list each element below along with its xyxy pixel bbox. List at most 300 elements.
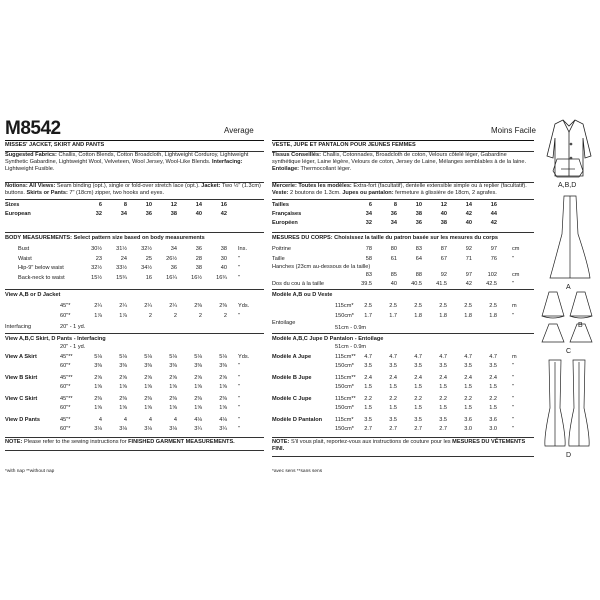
pants-d-illustration bbox=[544, 358, 566, 450]
skirt-row-value: 1⅝ bbox=[169, 384, 177, 390]
footnote: *with nap **without nap bbox=[5, 469, 55, 474]
mesures-heading: MESURES DU CORPS: Choisissez la taille du patron basée sur les mesures du corps bbox=[272, 235, 498, 241]
jupe-row-unit: " bbox=[512, 363, 514, 369]
skirt-row-value: 2⅝ bbox=[194, 375, 202, 381]
jupe-row-value: 3.5 bbox=[389, 363, 397, 369]
body-row-value: 31½ bbox=[116, 246, 127, 252]
jupe-view-label: Modèle D Pantalon bbox=[272, 417, 323, 423]
skirt-row-value: 3⅜ bbox=[119, 363, 127, 369]
skirt-b-back-illustration bbox=[568, 290, 594, 320]
mercerie: Mercerie: Toutes les modèles: Extra-fort (facultatif), dentelle extensible simple ou à replier (facultatif). Veste: 2 boutons de 1.3cm. Jupes ou pantalon: fermeture à glissière de 18cm, 2 agrafes. bbox=[272, 183, 527, 197]
european-row-value: 32 bbox=[95, 211, 102, 217]
europeen-row-value: 40 bbox=[465, 220, 472, 226]
pattern-title-fr: VESTE, JUPE ET PANTALON POUR JEUNES FEMMES bbox=[272, 142, 416, 148]
hanches-row-value: 102 bbox=[487, 272, 497, 278]
veste-row-value: 1.8 bbox=[464, 312, 472, 319]
jupe-row-value: 4.7 bbox=[414, 354, 422, 360]
jupe-row-value: 3.5 bbox=[414, 417, 422, 423]
skirt-c-back-illustration bbox=[568, 322, 594, 348]
taille-row-value: 16 bbox=[490, 202, 497, 208]
hanches-row-unit: cm bbox=[512, 272, 520, 278]
taille-row-value: 12 bbox=[440, 202, 447, 208]
jupe-row-label: 150cm* bbox=[335, 426, 354, 432]
hanches-row-value: 85 bbox=[390, 272, 397, 278]
jupe-row-value: 3.5 bbox=[364, 363, 372, 369]
skirt-row-value: 3⅜ bbox=[219, 363, 227, 369]
dos-row-value: 39.5 bbox=[361, 281, 372, 287]
skirt-row-value: 5⅛ bbox=[194, 354, 202, 360]
jacket-row-value: 1⅞ bbox=[94, 312, 102, 319]
jupe-row-value: 1.5 bbox=[364, 405, 372, 411]
veste-row-value: 2.5 bbox=[414, 303, 422, 309]
jupe-row-value: 2.2 bbox=[439, 396, 447, 402]
skirt-row-value: 1⅝ bbox=[94, 384, 102, 390]
view-label-d: D bbox=[566, 452, 572, 459]
skirt-row-value: 2⅝ bbox=[219, 375, 227, 381]
skirt-interfacing-value: 20" - 1 yd. bbox=[60, 344, 86, 350]
jupe-view-label: Modèle C Jupe bbox=[272, 396, 312, 402]
skirt-row-label: 45"** bbox=[60, 396, 73, 402]
body-row-value: 30½ bbox=[91, 246, 102, 252]
body-row-unit: " bbox=[238, 265, 240, 271]
veste-row-value: 2.5 bbox=[439, 303, 447, 309]
interfacing-label: Interfacing bbox=[5, 324, 32, 330]
francaise-row-value: 44 bbox=[490, 211, 497, 217]
dos-row-value: 40 bbox=[390, 281, 397, 287]
europeen-row-value: 42 bbox=[490, 220, 497, 226]
taille-row-value: 14 bbox=[465, 202, 472, 208]
jacket-row-value: 2¼ bbox=[144, 303, 152, 309]
mesure-row-label: Poitrine bbox=[272, 246, 291, 252]
mesure-row-value: 61 bbox=[390, 255, 397, 262]
skirt-row-value: 5⅛ bbox=[119, 354, 127, 360]
size-row-label: Sizes bbox=[5, 202, 20, 208]
jacket-row-value: 2¼ bbox=[169, 303, 177, 309]
body-row-value: 32½ bbox=[91, 265, 102, 271]
skirt-row-unit: " bbox=[238, 426, 240, 432]
jupe-row-value: 2.4 bbox=[464, 375, 472, 381]
skirt-row-value: 1⅝ bbox=[119, 384, 127, 390]
interfacing-value: 20" - 1 yd. bbox=[60, 324, 86, 330]
skirt-row-value: 3⅛ bbox=[144, 426, 152, 432]
mesure-row-unit: cm bbox=[512, 246, 520, 252]
europeen-row-value: 34 bbox=[390, 220, 397, 226]
veste-row-label: 115cm* bbox=[335, 303, 354, 309]
skirt-row-unit: Yds. bbox=[238, 354, 250, 360]
skirt-row-unit: " bbox=[238, 417, 240, 423]
hanches-row-value: 97 bbox=[465, 272, 472, 278]
taille-row-value: 10 bbox=[415, 202, 422, 208]
skirt-c-illustration bbox=[540, 322, 566, 348]
skirt-view-label: View C Skirt bbox=[5, 396, 38, 402]
veste-row-unit: m bbox=[512, 303, 517, 309]
jupe-row-unit: m bbox=[512, 354, 517, 360]
tissus-conseilles: Tissus Conseillés: Challis, Cotonnades, Broadcloth de coton, Velours côtelé léger, Gabardine synthétique léger, Laine légère, Velours de coton, Jersey de Laine, Mélanges semblables à de la laine. Entoilage: Thermocollant léger. bbox=[272, 152, 527, 173]
size-row-value: 12 bbox=[170, 202, 177, 208]
skirt-row-value: 5⅛ bbox=[219, 354, 227, 360]
view-jacket-label: View A,B or D Jacket bbox=[5, 292, 61, 298]
jacket-row-value: 2 bbox=[173, 312, 177, 319]
mesure-row-value: 83 bbox=[415, 246, 422, 252]
veste-row-unit: " bbox=[512, 312, 514, 319]
jupe-row-label: 115cm* bbox=[335, 417, 354, 423]
jupe-row-value: 1.5 bbox=[389, 405, 397, 411]
skirt-row-value: 2⅜ bbox=[144, 396, 152, 402]
mesure-row-value: 80 bbox=[390, 246, 397, 252]
jupe-row-value: 1.5 bbox=[489, 384, 497, 390]
skirt-row-value: 2⅜ bbox=[94, 396, 102, 402]
skirt-row-value: 2⅜ bbox=[169, 396, 177, 402]
body-row-label: Waist bbox=[18, 255, 32, 262]
skirt-row-unit: " bbox=[238, 375, 240, 381]
skirt-row-value: 2⅝ bbox=[94, 375, 102, 381]
mesure-row-value: 67 bbox=[440, 255, 447, 262]
mesure-row-value: 97 bbox=[490, 246, 497, 252]
body-row-value: 25 bbox=[145, 255, 152, 262]
size-row-value: 16 bbox=[220, 202, 227, 208]
jupe-row-unit: " bbox=[512, 405, 514, 411]
mesure-row-label: Taille bbox=[272, 255, 285, 262]
skirt-row-value: 1⅝ bbox=[144, 384, 152, 390]
mesure-row-value: 71 bbox=[465, 255, 472, 262]
skirt-row-label: 60"* bbox=[60, 384, 71, 390]
body-row-value: 40 bbox=[220, 265, 227, 271]
skirt-row-label: 45"* bbox=[60, 417, 71, 423]
jupe-row-value: 3.5 bbox=[464, 363, 472, 369]
jupe-row-value: 2.4 bbox=[389, 375, 397, 381]
jacket-back-illustration bbox=[551, 157, 585, 179]
skirt-row-value: 3⅜ bbox=[94, 363, 102, 369]
jupe-row-label: 115cm** bbox=[335, 354, 356, 360]
skirt-row-label: 60"* bbox=[60, 363, 71, 369]
skirt-row-unit: " bbox=[238, 405, 240, 411]
europeen-row-value: 36 bbox=[415, 220, 422, 226]
taille-row-value: 8 bbox=[393, 202, 397, 208]
veste-row-value: 2.5 bbox=[489, 303, 497, 309]
mesure-row-value: 87 bbox=[440, 246, 447, 252]
jupe-row-value: 2.4 bbox=[439, 375, 447, 381]
jupe-row-value: 4.7 bbox=[364, 354, 372, 360]
mesure-row-value: 76 bbox=[490, 255, 497, 262]
pattern-number: M8542 bbox=[5, 118, 61, 139]
mesure-row-unit: " bbox=[512, 255, 514, 262]
jupe-row-value: 3.5 bbox=[414, 363, 422, 369]
footnote-fr: *avec sens **sans sens bbox=[272, 469, 323, 474]
jupe-row-value: 1.5 bbox=[464, 384, 472, 390]
hanches-row-value: 83 bbox=[365, 272, 372, 278]
european-row-value: 34 bbox=[120, 211, 127, 217]
jupe-row-value: 1.5 bbox=[489, 405, 497, 411]
entoilage-label: Entoilage bbox=[272, 320, 296, 326]
difficulty-level: Average bbox=[224, 126, 254, 135]
size-row-value: 10 bbox=[145, 202, 152, 208]
skirt-b-illustration bbox=[540, 290, 566, 320]
body-row-unit: " bbox=[238, 274, 240, 281]
note-fr: NOTE: S'il vous plait, reportez-vous aux instructions de couture pour les MESURES DU VÊTEMENTS FINI. bbox=[272, 439, 526, 453]
jupe-row-value: 2.4 bbox=[414, 375, 422, 381]
body-row-value: 38 bbox=[195, 265, 202, 271]
francaise-row-value: 38 bbox=[415, 211, 422, 217]
body-row-value: 26½ bbox=[166, 255, 177, 262]
skirt-row-unit: " bbox=[238, 363, 240, 369]
difficulty-level-fr: Moins Facile bbox=[491, 126, 536, 135]
skirt-row-value: 4⅛ bbox=[194, 417, 202, 423]
jupe-row-label: 115cm** bbox=[335, 375, 356, 381]
view-jupe-entoilage-label: Modèle A,B,C Jupe D Pantalon - Entoilage bbox=[272, 336, 384, 342]
dos-row-value: 40.5 bbox=[411, 281, 422, 287]
body-row-value: 16½ bbox=[191, 274, 202, 281]
body-row-value: 16¾ bbox=[216, 274, 227, 281]
jupe-row-label: 150cm* bbox=[335, 363, 354, 369]
hanches-label: Hanches (23cm au-dessous de la taille) bbox=[272, 264, 371, 270]
body-row-value: 33½ bbox=[116, 265, 127, 271]
skirt-row-value: 1⅝ bbox=[169, 405, 177, 411]
skirt-row-label: 60"* bbox=[60, 405, 71, 411]
francaise-row-value: 34 bbox=[365, 211, 372, 217]
skirt-row-value: 4 bbox=[98, 417, 102, 423]
europeen-row-label: Européen bbox=[272, 220, 298, 226]
jupe-row-value: 4.7 bbox=[489, 354, 497, 360]
skirt-row-value: 3⅛ bbox=[169, 426, 177, 432]
jupe-row-label: 150cm* bbox=[335, 384, 354, 390]
jupe-row-value: 2.2 bbox=[414, 396, 422, 402]
taille-row-value: 6 bbox=[368, 202, 372, 208]
jupe-row-value: 2.2 bbox=[389, 396, 397, 402]
veste-row-value: 2.5 bbox=[464, 303, 472, 309]
skirt-row-value: 4⅛ bbox=[219, 417, 227, 423]
pattern-title: MISSES' JACKET, SKIRT AND PANTS bbox=[5, 142, 105, 148]
skirt-row-value: 1⅝ bbox=[219, 405, 227, 411]
jupe-row-value: 4.7 bbox=[389, 354, 397, 360]
size-row-value: 14 bbox=[195, 202, 202, 208]
francaise-row-value: 40 bbox=[440, 211, 447, 217]
veste-row-value: 2.5 bbox=[389, 303, 397, 309]
jupe-row-value: 2.7 bbox=[389, 426, 397, 432]
skirt-row-value: 1⅝ bbox=[94, 405, 102, 411]
skirt-row-label: 45"** bbox=[60, 375, 73, 381]
european-row-label: European bbox=[5, 211, 31, 217]
jupe-row-value: 2.2 bbox=[364, 396, 372, 402]
jacket-row-label: 45"* bbox=[60, 303, 71, 309]
europeen-row-value: 32 bbox=[365, 220, 372, 226]
european-row-value: 38 bbox=[170, 211, 177, 217]
jupe-row-value: 3.5 bbox=[389, 417, 397, 423]
entoilage-value: 51cm - 0.9m bbox=[335, 325, 367, 331]
view-label-b: B bbox=[578, 322, 583, 329]
jacket-row-value: 2¼ bbox=[94, 303, 102, 309]
taille-row-label: Tailles bbox=[272, 202, 289, 208]
skirt-view-label: View B Skirt bbox=[5, 375, 38, 381]
body-row-value: 34 bbox=[170, 246, 177, 252]
skirt-row-value: 3¼ bbox=[194, 426, 202, 432]
veste-row-label: 150cm* bbox=[335, 312, 354, 319]
body-row-label: Hip-9" below waist bbox=[18, 265, 64, 271]
body-row-unit: " bbox=[238, 255, 240, 262]
jupe-row-value: 3.5 bbox=[439, 417, 447, 423]
jupe-row-value: 2.4 bbox=[489, 375, 497, 381]
body-row-value: 16¼ bbox=[166, 274, 177, 281]
francaise-row-value: 36 bbox=[390, 211, 397, 217]
body-row-value: 36 bbox=[195, 246, 202, 252]
view-veste-label: Modèle A,B ou D Veste bbox=[272, 292, 333, 298]
dos-row-value: 42 bbox=[465, 281, 472, 287]
body-row-value: 38 bbox=[220, 246, 227, 252]
body-row-value: 24 bbox=[120, 255, 127, 262]
jupe-row-unit: " bbox=[512, 384, 514, 390]
francaise-row-label: Françaises bbox=[272, 211, 302, 217]
body-row-value: 16 bbox=[145, 274, 152, 281]
jacket-row-value: 1⅞ bbox=[119, 312, 127, 319]
jacket-row-unit: " bbox=[238, 312, 240, 319]
jupe-row-value: 3.5 bbox=[489, 363, 497, 369]
skirt-row-value: 1⅝ bbox=[119, 405, 127, 411]
suggested-fabrics: Suggested Fabrics: Challis, Cotton Blends, Cotton Broadcloth, Lightweight Corduroy, Lightweight Synthetic Gabardine, Lightweight Wool, Velveteen, Wool Jersey, Wool-Like Blends. Interfacing: Lightweight Fusible. bbox=[5, 152, 249, 173]
skirt-row-value: 3⅜ bbox=[169, 363, 177, 369]
skirt-a-illustration bbox=[548, 194, 592, 282]
skirt-row-value: 3⅜ bbox=[144, 363, 152, 369]
jacket-row-value: 2 bbox=[198, 312, 202, 319]
mesure-row-value: 92 bbox=[465, 246, 472, 252]
note: NOTE: Please refer to the sewing instructions for FINISHED GARMENT MEASUREMENTS. bbox=[5, 439, 235, 445]
dos-row-value: 42.5 bbox=[486, 281, 497, 287]
jupe-row-value: 1.5 bbox=[439, 384, 447, 390]
jacket-row-value: 2 bbox=[223, 312, 227, 319]
skirt-row-value: 4 bbox=[148, 417, 152, 423]
body-row-value: 23 bbox=[95, 255, 102, 262]
jupe-row-unit: " bbox=[512, 375, 514, 381]
skirt-row-value: 3⅛ bbox=[119, 426, 127, 432]
dos-row-unit: " bbox=[512, 281, 514, 287]
skirt-row-value: 1⅝ bbox=[194, 384, 202, 390]
veste-row-value: 2.5 bbox=[364, 303, 372, 309]
body-row-unit: Ins. bbox=[238, 246, 248, 252]
jupe-row-value: 2.7 bbox=[439, 426, 447, 432]
hanches-row-value: 88 bbox=[415, 272, 422, 278]
skirt-row-value: 2⅝ bbox=[144, 375, 152, 381]
european-row-value: 40 bbox=[195, 211, 202, 217]
jupe-row-value: 3.6 bbox=[489, 417, 497, 423]
europeen-row-value: 38 bbox=[440, 220, 447, 226]
jupe-row-value: 1.5 bbox=[414, 384, 422, 390]
body-row-value: 28 bbox=[195, 255, 202, 262]
jupe-row-value: 1.5 bbox=[439, 405, 447, 411]
skirt-row-value: 4 bbox=[173, 417, 177, 423]
hanches-row-value: 92 bbox=[440, 272, 447, 278]
body-row-value: 15¾ bbox=[116, 274, 127, 281]
skirt-row-value: 3¼ bbox=[219, 426, 227, 432]
jupe-row-value: 4.7 bbox=[464, 354, 472, 360]
skirt-row-value: 4 bbox=[123, 417, 127, 423]
veste-row-value: 1.7 bbox=[389, 312, 397, 319]
skirt-row-value: 2⅜ bbox=[194, 396, 202, 402]
francaise-row-value: 42 bbox=[465, 211, 472, 217]
jupe-row-unit: " bbox=[512, 426, 514, 432]
jacket-row-label: 60"* bbox=[60, 312, 71, 319]
view-label-c: C bbox=[566, 348, 572, 355]
jupe-row-label: 150cm* bbox=[335, 405, 354, 411]
jupe-row-value: 2.7 bbox=[414, 426, 422, 432]
jacket-row-unit: Yds. bbox=[238, 303, 250, 309]
pants-d-back-illustration bbox=[568, 358, 590, 450]
veste-row-value: 1.8 bbox=[439, 312, 447, 319]
size-row-value: 6 bbox=[98, 202, 102, 208]
jupe-entoilage-value: 51cm - 0.9m bbox=[335, 344, 367, 350]
skirt-row-value: 5⅛ bbox=[94, 354, 102, 360]
skirt-row-value: 5⅛ bbox=[144, 354, 152, 360]
body-row-label: Back-neck to waist bbox=[18, 274, 65, 281]
jupe-row-unit: " bbox=[512, 417, 514, 423]
skirt-row-value: 3⅛ bbox=[94, 426, 102, 432]
skirt-row-value: 2⅜ bbox=[119, 396, 127, 402]
mesure-row-value: 58 bbox=[365, 255, 372, 262]
skirt-row-value: 1⅝ bbox=[219, 384, 227, 390]
jacket-row-value: 2⅜ bbox=[219, 303, 227, 309]
jacket-row-value: 2⅜ bbox=[194, 303, 202, 309]
skirt-row-value: 2⅜ bbox=[219, 396, 227, 402]
jacket-row-value: 2 bbox=[148, 312, 152, 319]
jupe-row-value: 3.0 bbox=[464, 426, 472, 432]
jupe-row-value: 1.5 bbox=[364, 384, 372, 390]
jupe-row-value: 2.2 bbox=[489, 396, 497, 402]
body-row-value: 36 bbox=[170, 265, 177, 271]
jupe-row-value: 3.5 bbox=[364, 417, 372, 423]
skirt-row-value: 5⅛ bbox=[169, 354, 177, 360]
skirt-view-label: View A Skirt bbox=[5, 354, 37, 360]
skirt-row-label: 60"* bbox=[60, 426, 71, 432]
view-label-abd: A,B,D bbox=[558, 182, 577, 189]
body-row-value: 15½ bbox=[91, 274, 102, 281]
jupe-row-unit: " bbox=[512, 396, 514, 402]
jupe-row-value: 1.5 bbox=[464, 405, 472, 411]
jupe-row-value: 3.5 bbox=[439, 363, 447, 369]
mesure-row-value: 64 bbox=[415, 255, 422, 262]
size-row-value: 8 bbox=[123, 202, 127, 208]
veste-row-value: 1.8 bbox=[414, 312, 422, 319]
body-measurements-heading: BODY MEASUREMENTS: Select pattern size based on body measurements bbox=[5, 235, 205, 241]
jupe-view-label: Modèle B Jupe bbox=[272, 375, 312, 381]
skirt-row-value: 2⅝ bbox=[169, 375, 177, 381]
veste-row-value: 1.7 bbox=[364, 312, 372, 319]
european-row-value: 42 bbox=[220, 211, 227, 217]
jupe-row-value: 1.5 bbox=[389, 384, 397, 390]
skirt-row-label: 45"** bbox=[60, 354, 73, 360]
skirt-row-value: 1⅝ bbox=[194, 405, 202, 411]
jupe-row-label: 115cm** bbox=[335, 396, 356, 402]
mesure-row-value: 78 bbox=[365, 246, 372, 252]
jupe-row-value: 1.5 bbox=[414, 405, 422, 411]
view-label-a: A bbox=[566, 284, 571, 291]
european-row-value: 36 bbox=[145, 211, 152, 217]
dos-row-value: 41.5 bbox=[436, 281, 447, 287]
skirt-row-value: 1⅝ bbox=[144, 405, 152, 411]
jupe-view-label: Modèle A Jupe bbox=[272, 354, 312, 360]
jupe-row-value: 4.7 bbox=[439, 354, 447, 360]
skirt-row-unit: " bbox=[238, 396, 240, 402]
dos-row-label: Dos du cou à la taille bbox=[272, 281, 324, 287]
body-row-value: 34½ bbox=[141, 265, 152, 271]
skirt-row-unit: " bbox=[238, 384, 240, 390]
jupe-row-value: 3.6 bbox=[464, 417, 472, 423]
body-row-label: Bust bbox=[18, 246, 30, 252]
view-skirt-interfacing-label: View A,B,C Skirt, D Pants - Interfacing bbox=[5, 336, 106, 342]
jupe-row-value: 3.0 bbox=[489, 426, 497, 432]
jupe-row-value: 2.2 bbox=[464, 396, 472, 402]
body-row-value: 30 bbox=[220, 255, 227, 262]
jacket-row-value: 2¼ bbox=[119, 303, 127, 309]
skirt-view-label: View D Pants bbox=[5, 417, 41, 423]
notions: Notions: All Views: Seam binding (opt.), single or fold-over stretch lace (opt.). Jacket: Two ½" (1.3cm) buttons. Skirts or Pants: 7" (18cm) zipper, two hooks and eyes. bbox=[5, 183, 261, 197]
jupe-row-value: 2.4 bbox=[364, 375, 372, 381]
